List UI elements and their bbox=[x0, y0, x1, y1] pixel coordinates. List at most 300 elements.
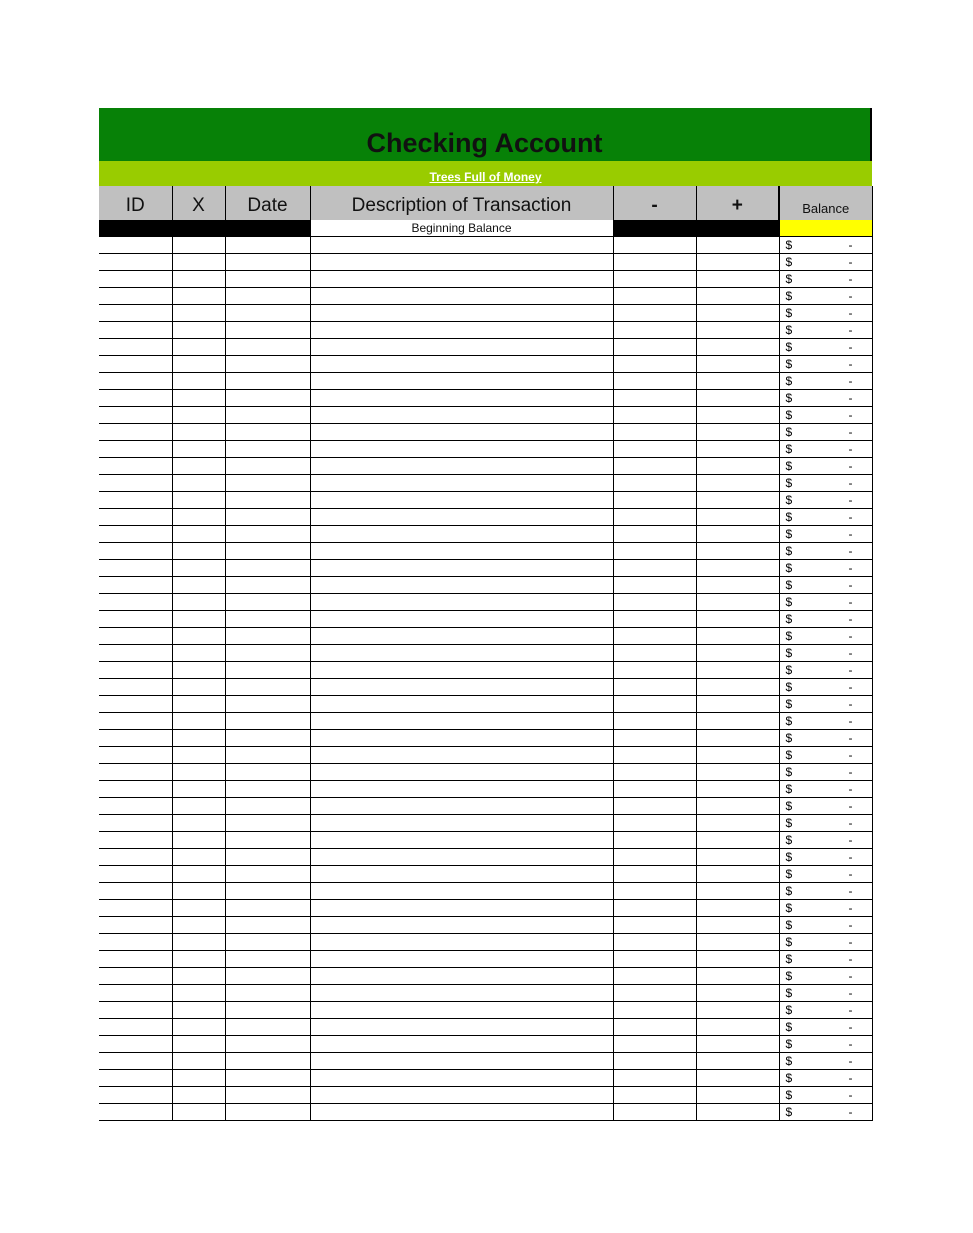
id-cell[interactable] bbox=[99, 798, 172, 815]
date-cell[interactable] bbox=[225, 883, 310, 900]
x-cell[interactable] bbox=[172, 1053, 225, 1070]
date-cell[interactable] bbox=[225, 322, 310, 339]
x-cell[interactable] bbox=[172, 900, 225, 917]
credit-cell[interactable] bbox=[696, 900, 779, 917]
id-cell[interactable] bbox=[99, 407, 172, 424]
x-cell[interactable] bbox=[172, 560, 225, 577]
debit-cell[interactable] bbox=[613, 781, 696, 798]
id-cell[interactable] bbox=[99, 781, 172, 798]
credit-cell[interactable] bbox=[696, 849, 779, 866]
description-cell[interactable] bbox=[310, 900, 613, 917]
x-cell[interactable] bbox=[172, 917, 225, 934]
id-cell[interactable] bbox=[99, 662, 172, 679]
description-cell[interactable] bbox=[310, 662, 613, 679]
x-cell[interactable] bbox=[172, 628, 225, 645]
description-cell[interactable] bbox=[310, 866, 613, 883]
date-cell[interactable] bbox=[225, 305, 310, 322]
debit-cell[interactable] bbox=[613, 645, 696, 662]
credit-cell[interactable] bbox=[696, 934, 779, 951]
date-cell[interactable] bbox=[225, 560, 310, 577]
date-cell[interactable] bbox=[225, 985, 310, 1002]
x-cell[interactable] bbox=[172, 390, 225, 407]
credit-cell[interactable] bbox=[696, 526, 779, 543]
description-cell[interactable] bbox=[310, 1070, 613, 1087]
date-cell[interactable] bbox=[225, 849, 310, 866]
description-cell[interactable] bbox=[310, 441, 613, 458]
date-cell[interactable] bbox=[225, 526, 310, 543]
id-cell[interactable] bbox=[99, 1036, 172, 1053]
id-cell[interactable] bbox=[99, 832, 172, 849]
credit-cell[interactable] bbox=[696, 662, 779, 679]
id-cell[interactable] bbox=[99, 951, 172, 968]
date-cell[interactable] bbox=[225, 747, 310, 764]
x-cell[interactable] bbox=[172, 577, 225, 594]
x-cell[interactable] bbox=[172, 696, 225, 713]
date-cell[interactable] bbox=[225, 917, 310, 934]
date-cell[interactable] bbox=[225, 798, 310, 815]
date-cell[interactable] bbox=[225, 441, 310, 458]
x-cell[interactable] bbox=[172, 373, 225, 390]
x-cell[interactable] bbox=[172, 968, 225, 985]
date-cell[interactable] bbox=[225, 866, 310, 883]
date-cell[interactable] bbox=[225, 832, 310, 849]
x-cell[interactable] bbox=[172, 237, 225, 254]
date-cell[interactable] bbox=[225, 356, 310, 373]
debit-cell[interactable] bbox=[613, 407, 696, 424]
credit-cell[interactable] bbox=[696, 1036, 779, 1053]
description-cell[interactable] bbox=[310, 1104, 613, 1121]
date-cell[interactable] bbox=[225, 509, 310, 526]
description-cell[interactable] bbox=[310, 628, 613, 645]
description-cell[interactable] bbox=[310, 356, 613, 373]
description-cell[interactable] bbox=[310, 832, 613, 849]
x-cell[interactable] bbox=[172, 526, 225, 543]
credit-cell[interactable] bbox=[696, 1070, 779, 1087]
id-cell[interactable] bbox=[99, 305, 172, 322]
credit-cell[interactable] bbox=[696, 373, 779, 390]
date-cell[interactable] bbox=[225, 577, 310, 594]
x-cell[interactable] bbox=[172, 356, 225, 373]
id-cell[interactable] bbox=[99, 543, 172, 560]
x-cell[interactable] bbox=[172, 288, 225, 305]
id-cell[interactable] bbox=[99, 288, 172, 305]
debit-cell[interactable] bbox=[613, 594, 696, 611]
debit-cell[interactable] bbox=[613, 339, 696, 356]
description-cell[interactable] bbox=[310, 577, 613, 594]
description-cell[interactable] bbox=[310, 1087, 613, 1104]
date-cell[interactable] bbox=[225, 628, 310, 645]
credit-cell[interactable] bbox=[696, 1053, 779, 1070]
credit-cell[interactable] bbox=[696, 1002, 779, 1019]
x-cell[interactable] bbox=[172, 441, 225, 458]
id-cell[interactable] bbox=[99, 815, 172, 832]
id-cell[interactable] bbox=[99, 764, 172, 781]
credit-cell[interactable] bbox=[696, 254, 779, 271]
description-cell[interactable] bbox=[310, 934, 613, 951]
credit-cell[interactable] bbox=[696, 679, 779, 696]
credit-cell[interactable] bbox=[696, 441, 779, 458]
id-cell[interactable] bbox=[99, 917, 172, 934]
description-cell[interactable] bbox=[310, 883, 613, 900]
x-cell[interactable] bbox=[172, 305, 225, 322]
x-cell[interactable] bbox=[172, 798, 225, 815]
debit-cell[interactable] bbox=[613, 424, 696, 441]
id-cell[interactable] bbox=[99, 1087, 172, 1104]
date-cell[interactable] bbox=[225, 611, 310, 628]
date-cell[interactable] bbox=[225, 271, 310, 288]
debit-cell[interactable] bbox=[613, 866, 696, 883]
date-cell[interactable] bbox=[225, 934, 310, 951]
credit-cell[interactable] bbox=[696, 237, 779, 254]
debit-cell[interactable] bbox=[613, 509, 696, 526]
date-cell[interactable] bbox=[225, 390, 310, 407]
date-cell[interactable] bbox=[225, 968, 310, 985]
date-cell[interactable] bbox=[225, 543, 310, 560]
credit-cell[interactable] bbox=[696, 577, 779, 594]
debit-cell[interactable] bbox=[613, 271, 696, 288]
debit-cell[interactable] bbox=[613, 815, 696, 832]
description-cell[interactable] bbox=[310, 764, 613, 781]
credit-cell[interactable] bbox=[696, 696, 779, 713]
description-cell[interactable] bbox=[310, 390, 613, 407]
id-cell[interactable] bbox=[99, 339, 172, 356]
credit-cell[interactable] bbox=[696, 424, 779, 441]
credit-cell[interactable] bbox=[696, 458, 779, 475]
id-cell[interactable] bbox=[99, 679, 172, 696]
description-cell[interactable] bbox=[310, 679, 613, 696]
x-cell[interactable] bbox=[172, 475, 225, 492]
x-cell[interactable] bbox=[172, 492, 225, 509]
credit-cell[interactable] bbox=[696, 730, 779, 747]
x-cell[interactable] bbox=[172, 611, 225, 628]
date-cell[interactable] bbox=[225, 1070, 310, 1087]
description-cell[interactable] bbox=[310, 1002, 613, 1019]
x-cell[interactable] bbox=[172, 424, 225, 441]
description-cell[interactable] bbox=[310, 560, 613, 577]
id-cell[interactable] bbox=[99, 356, 172, 373]
id-cell[interactable] bbox=[99, 424, 172, 441]
description-cell[interactable] bbox=[310, 305, 613, 322]
debit-cell[interactable] bbox=[613, 577, 696, 594]
credit-cell[interactable] bbox=[696, 883, 779, 900]
id-cell[interactable] bbox=[99, 696, 172, 713]
description-cell[interactable] bbox=[310, 492, 613, 509]
credit-cell[interactable] bbox=[696, 968, 779, 985]
credit-cell[interactable] bbox=[696, 832, 779, 849]
id-cell[interactable] bbox=[99, 492, 172, 509]
date-cell[interactable] bbox=[225, 373, 310, 390]
x-cell[interactable] bbox=[172, 1036, 225, 1053]
description-cell[interactable] bbox=[310, 373, 613, 390]
date-cell[interactable] bbox=[225, 237, 310, 254]
id-cell[interactable] bbox=[99, 645, 172, 662]
id-cell[interactable] bbox=[99, 968, 172, 985]
x-cell[interactable] bbox=[172, 849, 225, 866]
date-cell[interactable] bbox=[225, 424, 310, 441]
date-cell[interactable] bbox=[225, 1087, 310, 1104]
id-cell[interactable] bbox=[99, 900, 172, 917]
credit-cell[interactable] bbox=[696, 1104, 779, 1121]
debit-cell[interactable] bbox=[613, 458, 696, 475]
debit-cell[interactable] bbox=[613, 917, 696, 934]
credit-cell[interactable] bbox=[696, 764, 779, 781]
credit-cell[interactable] bbox=[696, 492, 779, 509]
id-cell[interactable] bbox=[99, 509, 172, 526]
credit-cell[interactable] bbox=[696, 339, 779, 356]
debit-cell[interactable] bbox=[613, 985, 696, 1002]
description-cell[interactable] bbox=[310, 288, 613, 305]
x-cell[interactable] bbox=[172, 271, 225, 288]
date-cell[interactable] bbox=[225, 713, 310, 730]
description-cell[interactable] bbox=[310, 237, 613, 254]
date-cell[interactable] bbox=[225, 1053, 310, 1070]
x-cell[interactable] bbox=[172, 254, 225, 271]
x-cell[interactable] bbox=[172, 1104, 225, 1121]
credit-cell[interactable] bbox=[696, 390, 779, 407]
description-cell[interactable] bbox=[310, 645, 613, 662]
credit-cell[interactable] bbox=[696, 866, 779, 883]
debit-cell[interactable] bbox=[613, 1002, 696, 1019]
x-cell[interactable] bbox=[172, 1019, 225, 1036]
description-cell[interactable] bbox=[310, 781, 613, 798]
date-cell[interactable] bbox=[225, 339, 310, 356]
description-cell[interactable] bbox=[310, 1036, 613, 1053]
begin-balance-cell[interactable] bbox=[779, 220, 872, 237]
debit-cell[interactable] bbox=[613, 373, 696, 390]
id-cell[interactable] bbox=[99, 1002, 172, 1019]
x-cell[interactable] bbox=[172, 934, 225, 951]
id-cell[interactable] bbox=[99, 237, 172, 254]
id-cell[interactable] bbox=[99, 475, 172, 492]
date-cell[interactable] bbox=[225, 900, 310, 917]
description-cell[interactable] bbox=[310, 543, 613, 560]
debit-cell[interactable] bbox=[613, 492, 696, 509]
date-cell[interactable] bbox=[225, 662, 310, 679]
description-cell[interactable] bbox=[310, 407, 613, 424]
date-cell[interactable] bbox=[225, 645, 310, 662]
x-cell[interactable] bbox=[172, 832, 225, 849]
x-cell[interactable] bbox=[172, 951, 225, 968]
debit-cell[interactable] bbox=[613, 237, 696, 254]
debit-cell[interactable] bbox=[613, 951, 696, 968]
description-cell[interactable] bbox=[310, 968, 613, 985]
id-cell[interactable] bbox=[99, 1104, 172, 1121]
credit-cell[interactable] bbox=[696, 322, 779, 339]
debit-cell[interactable] bbox=[613, 1019, 696, 1036]
debit-cell[interactable] bbox=[613, 662, 696, 679]
debit-cell[interactable] bbox=[613, 356, 696, 373]
credit-cell[interactable] bbox=[696, 815, 779, 832]
x-cell[interactable] bbox=[172, 747, 225, 764]
x-cell[interactable] bbox=[172, 883, 225, 900]
x-cell[interactable] bbox=[172, 781, 225, 798]
id-cell[interactable] bbox=[99, 1019, 172, 1036]
debit-cell[interactable] bbox=[613, 696, 696, 713]
x-cell[interactable] bbox=[172, 509, 225, 526]
date-cell[interactable] bbox=[225, 288, 310, 305]
credit-cell[interactable] bbox=[696, 747, 779, 764]
id-cell[interactable] bbox=[99, 1070, 172, 1087]
description-cell[interactable] bbox=[310, 594, 613, 611]
debit-cell[interactable] bbox=[613, 747, 696, 764]
description-cell[interactable] bbox=[310, 815, 613, 832]
credit-cell[interactable] bbox=[696, 951, 779, 968]
id-cell[interactable] bbox=[99, 849, 172, 866]
debit-cell[interactable] bbox=[613, 1053, 696, 1070]
description-cell[interactable] bbox=[310, 849, 613, 866]
date-cell[interactable] bbox=[225, 1036, 310, 1053]
debit-cell[interactable] bbox=[613, 968, 696, 985]
date-cell[interactable] bbox=[225, 1104, 310, 1121]
description-cell[interactable] bbox=[310, 271, 613, 288]
id-cell[interactable] bbox=[99, 628, 172, 645]
debit-cell[interactable] bbox=[613, 679, 696, 696]
id-cell[interactable] bbox=[99, 611, 172, 628]
description-cell[interactable] bbox=[310, 526, 613, 543]
x-cell[interactable] bbox=[172, 1087, 225, 1104]
credit-cell[interactable] bbox=[696, 356, 779, 373]
debit-cell[interactable] bbox=[613, 611, 696, 628]
x-cell[interactable] bbox=[172, 339, 225, 356]
credit-cell[interactable] bbox=[696, 798, 779, 815]
debit-cell[interactable] bbox=[613, 254, 696, 271]
debit-cell[interactable] bbox=[613, 832, 696, 849]
id-cell[interactable] bbox=[99, 441, 172, 458]
x-cell[interactable] bbox=[172, 458, 225, 475]
id-cell[interactable] bbox=[99, 373, 172, 390]
debit-cell[interactable] bbox=[613, 288, 696, 305]
id-cell[interactable] bbox=[99, 1053, 172, 1070]
id-cell[interactable] bbox=[99, 577, 172, 594]
description-cell[interactable] bbox=[310, 747, 613, 764]
credit-cell[interactable] bbox=[696, 645, 779, 662]
date-cell[interactable] bbox=[225, 951, 310, 968]
credit-cell[interactable] bbox=[696, 305, 779, 322]
description-cell[interactable] bbox=[310, 713, 613, 730]
debit-cell[interactable] bbox=[613, 1070, 696, 1087]
debit-cell[interactable] bbox=[613, 560, 696, 577]
id-cell[interactable] bbox=[99, 254, 172, 271]
debit-cell[interactable] bbox=[613, 1036, 696, 1053]
debit-cell[interactable] bbox=[613, 849, 696, 866]
x-cell[interactable] bbox=[172, 730, 225, 747]
date-cell[interactable] bbox=[225, 492, 310, 509]
begin-description-cell[interactable]: Beginning Balance bbox=[310, 220, 613, 237]
debit-cell[interactable] bbox=[613, 628, 696, 645]
date-cell[interactable] bbox=[225, 407, 310, 424]
debit-cell[interactable] bbox=[613, 526, 696, 543]
description-cell[interactable] bbox=[310, 1019, 613, 1036]
x-cell[interactable] bbox=[172, 594, 225, 611]
debit-cell[interactable] bbox=[613, 798, 696, 815]
credit-cell[interactable] bbox=[696, 611, 779, 628]
id-cell[interactable] bbox=[99, 866, 172, 883]
x-cell[interactable] bbox=[172, 1070, 225, 1087]
debit-cell[interactable] bbox=[613, 730, 696, 747]
debit-cell[interactable] bbox=[613, 475, 696, 492]
id-cell[interactable] bbox=[99, 458, 172, 475]
debit-cell[interactable] bbox=[613, 713, 696, 730]
debit-cell[interactable] bbox=[613, 441, 696, 458]
x-cell[interactable] bbox=[172, 764, 225, 781]
debit-cell[interactable] bbox=[613, 543, 696, 560]
id-cell[interactable] bbox=[99, 747, 172, 764]
id-cell[interactable] bbox=[99, 594, 172, 611]
debit-cell[interactable] bbox=[613, 305, 696, 322]
description-cell[interactable] bbox=[310, 424, 613, 441]
credit-cell[interactable] bbox=[696, 475, 779, 492]
description-cell[interactable] bbox=[310, 951, 613, 968]
id-cell[interactable] bbox=[99, 390, 172, 407]
credit-cell[interactable] bbox=[696, 560, 779, 577]
date-cell[interactable] bbox=[225, 781, 310, 798]
date-cell[interactable] bbox=[225, 764, 310, 781]
x-cell[interactable] bbox=[172, 645, 225, 662]
x-cell[interactable] bbox=[172, 1002, 225, 1019]
description-cell[interactable] bbox=[310, 985, 613, 1002]
id-cell[interactable] bbox=[99, 271, 172, 288]
description-cell[interactable] bbox=[310, 1053, 613, 1070]
description-cell[interactable] bbox=[310, 730, 613, 747]
date-cell[interactable] bbox=[225, 1002, 310, 1019]
id-cell[interactable] bbox=[99, 934, 172, 951]
description-cell[interactable] bbox=[310, 475, 613, 492]
id-cell[interactable] bbox=[99, 526, 172, 543]
credit-cell[interactable] bbox=[696, 713, 779, 730]
date-cell[interactable] bbox=[225, 730, 310, 747]
credit-cell[interactable] bbox=[696, 288, 779, 305]
x-cell[interactable] bbox=[172, 866, 225, 883]
description-cell[interactable] bbox=[310, 339, 613, 356]
x-cell[interactable] bbox=[172, 985, 225, 1002]
description-cell[interactable] bbox=[310, 798, 613, 815]
description-cell[interactable] bbox=[310, 611, 613, 628]
date-cell[interactable] bbox=[225, 679, 310, 696]
date-cell[interactable] bbox=[225, 254, 310, 271]
date-cell[interactable] bbox=[225, 458, 310, 475]
credit-cell[interactable] bbox=[696, 1087, 779, 1104]
description-cell[interactable] bbox=[310, 458, 613, 475]
credit-cell[interactable] bbox=[696, 509, 779, 526]
x-cell[interactable] bbox=[172, 679, 225, 696]
subtitle-link[interactable]: Trees Full of Money bbox=[429, 170, 542, 184]
x-cell[interactable] bbox=[172, 815, 225, 832]
date-cell[interactable] bbox=[225, 475, 310, 492]
x-cell[interactable] bbox=[172, 322, 225, 339]
debit-cell[interactable] bbox=[613, 390, 696, 407]
id-cell[interactable] bbox=[99, 985, 172, 1002]
id-cell[interactable] bbox=[99, 322, 172, 339]
date-cell[interactable] bbox=[225, 696, 310, 713]
id-cell[interactable] bbox=[99, 560, 172, 577]
date-cell[interactable] bbox=[225, 1019, 310, 1036]
x-cell[interactable] bbox=[172, 407, 225, 424]
debit-cell[interactable] bbox=[613, 764, 696, 781]
date-cell[interactable] bbox=[225, 594, 310, 611]
credit-cell[interactable] bbox=[696, 985, 779, 1002]
credit-cell[interactable] bbox=[696, 1019, 779, 1036]
description-cell[interactable] bbox=[310, 254, 613, 271]
credit-cell[interactable] bbox=[696, 407, 779, 424]
credit-cell[interactable] bbox=[696, 543, 779, 560]
debit-cell[interactable] bbox=[613, 934, 696, 951]
credit-cell[interactable] bbox=[696, 594, 779, 611]
date-cell[interactable] bbox=[225, 815, 310, 832]
credit-cell[interactable] bbox=[696, 917, 779, 934]
debit-cell[interactable] bbox=[613, 883, 696, 900]
description-cell[interactable] bbox=[310, 509, 613, 526]
id-cell[interactable] bbox=[99, 713, 172, 730]
